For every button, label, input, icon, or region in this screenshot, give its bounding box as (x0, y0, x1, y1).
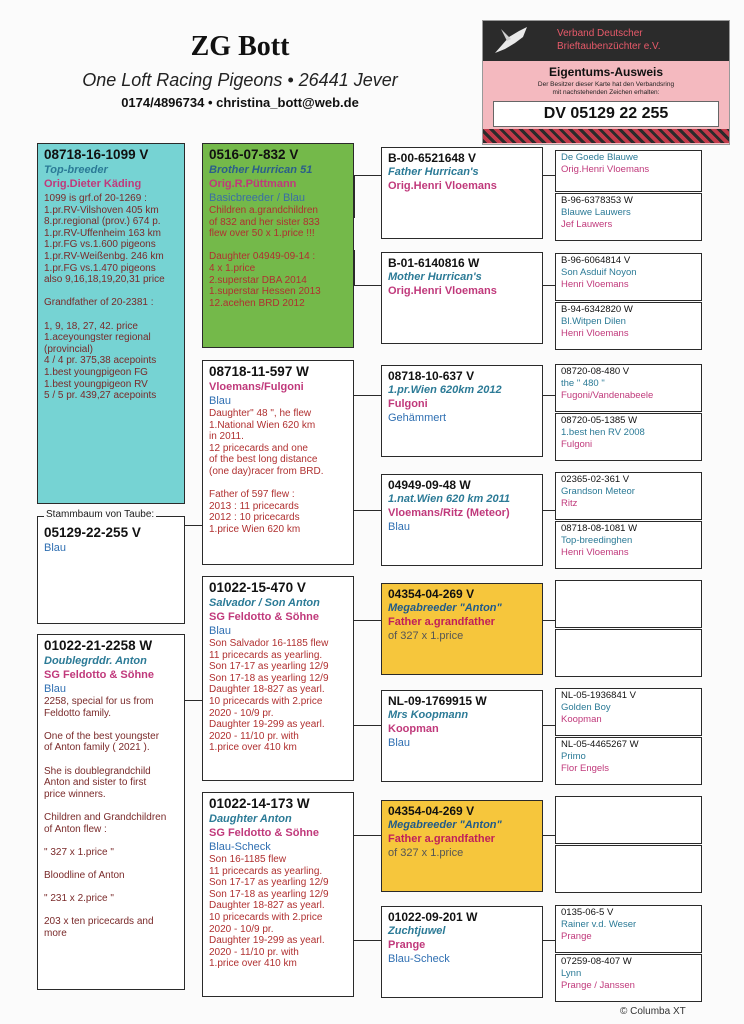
subject-label: Stammbaum von Taube: (46, 509, 155, 520)
page-subtitle: One Loft Racing Pigeons • 26441 Jever (82, 70, 398, 90)
gen4-box-16 (555, 954, 702, 1002)
gen2-2-ring: 08718-11-597 W (209, 364, 309, 379)
card-org-line2: Brieftaubenzüchter e.V. (557, 41, 661, 52)
gen2-1-notes: Children a.grandchildren of 832 and her sister 833 flew over 50 x 1.price !!! Daughter 04949-09-14 : 4 x 1.price 2.superstar DBA 2014 1.superstar Hessen 2013 12.acehen BRD 2012 (209, 205, 321, 309)
card-note-line2: mit nachstehenden Zeichen erhalten: (552, 89, 660, 96)
gen3-8-breeder: Prange (388, 939, 426, 951)
footer-credit: © Columba XT (620, 1006, 686, 1017)
contact-line: 0174/4896734 • christina_bott@web.de (121, 95, 359, 110)
gen2-3-color: Blau (209, 625, 232, 637)
gen3-2-desc: Mother Hurrican's (388, 271, 482, 283)
gen2-3-breeder: SG Feldotto & Söhne (209, 611, 319, 623)
gen4-15-ring: 0135-06-5 V (561, 907, 614, 918)
gen3-4-desc: 1.nat.Wien 620 km 2011 (388, 493, 510, 505)
gen4-6-ring: 08720-05-1385 W (561, 415, 638, 426)
gen4-16-desc: Lynn (561, 968, 582, 979)
gen3-7-desc: Megabreeder "Anton" (388, 819, 502, 831)
gen4-11-desc: Golden Boy (561, 702, 611, 713)
ownership-card (482, 20, 730, 145)
gen4-6-breeder: Fulgoni (561, 439, 593, 450)
gen4-11-breeder: Koopman (561, 714, 602, 725)
gen2-box-4 (202, 792, 354, 997)
card-pattern-band (483, 129, 729, 143)
gen4-4-ring: B-94-6342820 W (561, 304, 633, 315)
gen4-box-15 (555, 905, 702, 953)
sire-ring: 08718-16-1099 V (44, 147, 149, 162)
gen4-1-desc: De Goede Blauwe (561, 152, 639, 163)
gen3-7-breeder: Father a.grandfather (388, 833, 495, 845)
gen4-1-breeder: Orig.Henri Vloemans (561, 164, 650, 175)
gen3-5-desc: Megabreeder "Anton" (388, 602, 502, 614)
gen3-4-ring: 04949-09-48 W (388, 478, 471, 492)
dam-box (37, 634, 185, 990)
gen3-3-breeder: Fulgoni (388, 398, 428, 410)
gen4-3-ring: B-96-6064814 V (561, 255, 631, 266)
card-top-band (483, 21, 729, 61)
gen4-2-ring: B-96-6378353 W (561, 195, 633, 206)
header (20, 30, 460, 112)
gen4-box-5 (555, 364, 702, 412)
gen4-3-desc: Son Asduif Noyon (561, 267, 637, 278)
page-title: ZG Bott (190, 31, 290, 62)
gen3-4-color: Blau (388, 521, 411, 533)
gen3-box-5 (381, 583, 543, 675)
gen3-5-ring: 04354-04-269 V (388, 587, 475, 601)
gen3-5-color: of 327 x 1.price (388, 630, 464, 642)
gen4-7-ring: 02365-02-361 V (561, 474, 630, 485)
gen3-6-breeder: Koopman (388, 723, 439, 735)
gen4-2-breeder: Jef Lauwers (561, 219, 613, 230)
gen4-12-desc: Primo (561, 751, 586, 762)
gen3-4-breeder: Vloemans/Ritz (Meteor) (388, 507, 510, 519)
gen4-box-13 (555, 796, 702, 844)
gen3-box-8 (381, 906, 543, 998)
dove-logo-icon (489, 23, 533, 59)
gen4-7-breeder: Ritz (561, 498, 578, 509)
gen4-8-ring: 08718-08-1081 W (561, 523, 638, 534)
gen4-12-ring: NL-05-4465267 W (561, 739, 639, 750)
gen3-box-1 (381, 147, 543, 239)
subject-box (37, 516, 185, 624)
gen4-7-desc: Grandson Meteor (561, 486, 635, 497)
gen4-box-1 (555, 150, 702, 192)
gen2-1-color: Basicbreeder / Blau (209, 192, 305, 204)
gen2-2-notes: Daughter" 48 ", he flew 1.National Wien 620 km in 2011. 12 pricecards and one of the best long distance (one day)racer from BRD. Father of 597 flew : 2013 : 11 pricecards 2012 : 10 pricecards 1.price Wien 620 km (209, 408, 324, 535)
gen3-box-3 (381, 365, 543, 457)
gen4-8-desc: Top-breedinghen (561, 535, 633, 546)
dam-desc: Doublegrddr. Anton (44, 655, 147, 667)
gen2-box-1 (202, 143, 354, 348)
gen4-box-2 (555, 193, 702, 241)
card-ring-number: DV 05129 22 255 (543, 105, 669, 122)
gen4-5-ring: 08720-08-480 V (561, 366, 630, 377)
gen3-3-ring: 08718-10-637 V (388, 369, 475, 383)
gen3-6-desc: Mrs Koopmann (388, 709, 469, 721)
gen3-box-7 (381, 800, 543, 892)
gen3-8-desc: Zuchtjuwel (388, 925, 446, 937)
gen4-2-desc: Blauwe Lauwers (561, 207, 631, 218)
card-org-line1: Verband Deutscher (557, 28, 643, 39)
gen3-3-color: Gehämmert (388, 412, 447, 424)
gen2-4-color: Blau-Scheck (209, 841, 271, 853)
sire-desc: Top-breeder (44, 164, 108, 176)
gen4-5-desc: the " 480 " (561, 378, 605, 389)
gen4-box-3 (555, 253, 702, 301)
sire-notes: 1099 is grf.of 20-1269 : 1.pr.RV-Vilshoven 405 km 8.pr.regional (prov.) 674 p. 1.pr.RV-Uffenheim 163 km 1.pr.FG vs.1.600 pigeons 1.pr.RV-Weißenbg. 246 km 1.pr.FG vs.1.470 pigeons also 9,16,18,19,20,31 price Grandfather of 20-2381 : 1, 9, 18, 27, 42. price 1.aceyoungster regional (provincial) 4 / 4 pr. 375,38 acepoints 1.best youngpigeon FG 1.best youngpigeon RV 5 / 5 pr. 439,27 acepoints (44, 193, 165, 402)
gen2-1-desc: Brother Hurrican 51 (209, 164, 313, 176)
subject-color: Blau (44, 542, 67, 554)
card-note-line1: Der Besitzer dieser Karte hat den Verbandsring (537, 81, 675, 88)
gen3-box-6 (381, 690, 543, 782)
gen2-2-breeder: Vloemans/Fulgoni (209, 381, 304, 393)
gen3-box-4 (381, 474, 543, 566)
gen3-7-color: of 327 x 1.price (388, 847, 464, 859)
gen3-5-breeder: Father a.grandfather (388, 616, 495, 628)
dam-notes: 2258, special for us from Feldotto family. One of the best youngster of Anton family ( 2021 ). She is doublegrandchild Anton and sister to first price winners. Children and Grandchildren of Anton flew : " 327 x 1.price " Bloodline of Anton " 231 x 2.price " 203 x ten pricecards and more (44, 696, 167, 939)
gen3-2-breeder: Orig.Henri Vloemans (388, 285, 497, 297)
gen3-6-color: Blau (388, 737, 411, 749)
gen4-15-breeder: Prange (561, 931, 592, 942)
gen2-box-2 (202, 360, 354, 565)
gen4-8-breeder: Henri Vloemans (561, 547, 629, 558)
gen2-3-notes: Son Salvador 16-1185 flew 11 pricecards as yearling. Son 17-17 as yearling 12/9 Son 17-18 as yearling 12/9 Daughter 18-827 as yearl. 10 pricecards with 2.price 2020 - 10/9 pr. Daughter 19-299 as yearl. 2020 - 11/10 pr. with 1.price over 410 km (209, 638, 329, 754)
gen3-6-ring: NL-09-1769915 W (388, 694, 487, 708)
dam-ring: 01022-21-2258 W (44, 638, 153, 653)
gen3-box-2 (381, 252, 543, 344)
gen4-5-breeder: Fugoni/Vandenabeele (561, 390, 654, 401)
gen4-box-6 (555, 413, 702, 461)
gen4-16-ring: 07259-08-407 W (561, 956, 632, 967)
gen4-15-desc: Rainer v.d. Weser (561, 919, 637, 930)
gen4-11-ring: NL-05-1936841 V (561, 690, 636, 701)
gen4-box-7 (555, 472, 702, 520)
gen2-3-desc: Salvador / Son Anton (209, 597, 320, 609)
gen2-1-breeder: Orig.R.Püttmann (209, 178, 297, 190)
gen4-box-11 (555, 688, 702, 736)
gen4-16-breeder: Prange / Janssen (561, 980, 635, 991)
gen4-box-4 (555, 302, 702, 350)
subject-ring: 05129-22-255 V (44, 525, 141, 540)
gen3-1-ring: B-00-6521648 V (388, 151, 477, 165)
gen2-4-breeder: SG Feldotto & Söhne (209, 827, 319, 839)
card-heading: Eigentums-Ausweis (548, 65, 664, 79)
dam-color: Blau (44, 683, 67, 695)
gen3-7-ring: 04354-04-269 V (388, 804, 475, 818)
gen2-box-3 (202, 576, 354, 781)
gen4-6-desc: 1.best hen RV 2008 (561, 427, 645, 438)
gen3-1-desc: Father Hurrican's (388, 166, 479, 178)
gen3-8-color: Blau-Scheck (388, 953, 450, 965)
gen4-4-desc: Bl.Witpen Dilen (561, 316, 626, 327)
sire-breeder: Orig.Dieter Käding (44, 178, 142, 190)
gen2-2-color: Blau (209, 395, 232, 407)
gen2-1-ring: 0516-07-832 V (209, 147, 299, 162)
gen3-2-ring: B-01-6140816 W (388, 256, 480, 270)
gen2-4-desc: Daughter Anton (209, 813, 292, 825)
gen2-4-ring: 01022-14-173 W (209, 796, 310, 811)
gen3-8-ring: 01022-09-201 W (388, 910, 478, 924)
gen4-12-breeder: Flor Engels (561, 763, 610, 774)
gen4-box-9 (555, 580, 702, 628)
sire-box (37, 143, 185, 504)
gen2-3-ring: 01022-15-470 V (209, 580, 306, 595)
gen3-1-breeder: Orig.Henri Vloemans (388, 180, 497, 192)
gen4-box-14 (555, 845, 702, 893)
gen4-box-10 (555, 629, 702, 677)
gen4-4-breeder: Henri Vloemans (561, 328, 629, 339)
dam-breeder: SG Feldotto & Söhne (44, 669, 154, 681)
gen4-3-breeder: Henri Vloemans (561, 279, 629, 290)
card-ring-box (493, 101, 719, 127)
gen4-box-12 (555, 737, 702, 785)
gen2-4-notes: Son 16-1185 flew 11 pricecards as yearling. Son 17-17 as yearling 12/9 Son 17-18 as yearling 12/9 Daughter 18-827 as yearl. 10 pricecards with 2.price 2020 - 10/9 pr. Daughter 19-299 as yearl. 2020 - 11/10 pr. with 1.price over 410 km (209, 854, 329, 970)
gen4-box-8 (555, 521, 702, 569)
gen3-3-desc: 1.pr.Wien 620km 2012 (388, 384, 502, 396)
